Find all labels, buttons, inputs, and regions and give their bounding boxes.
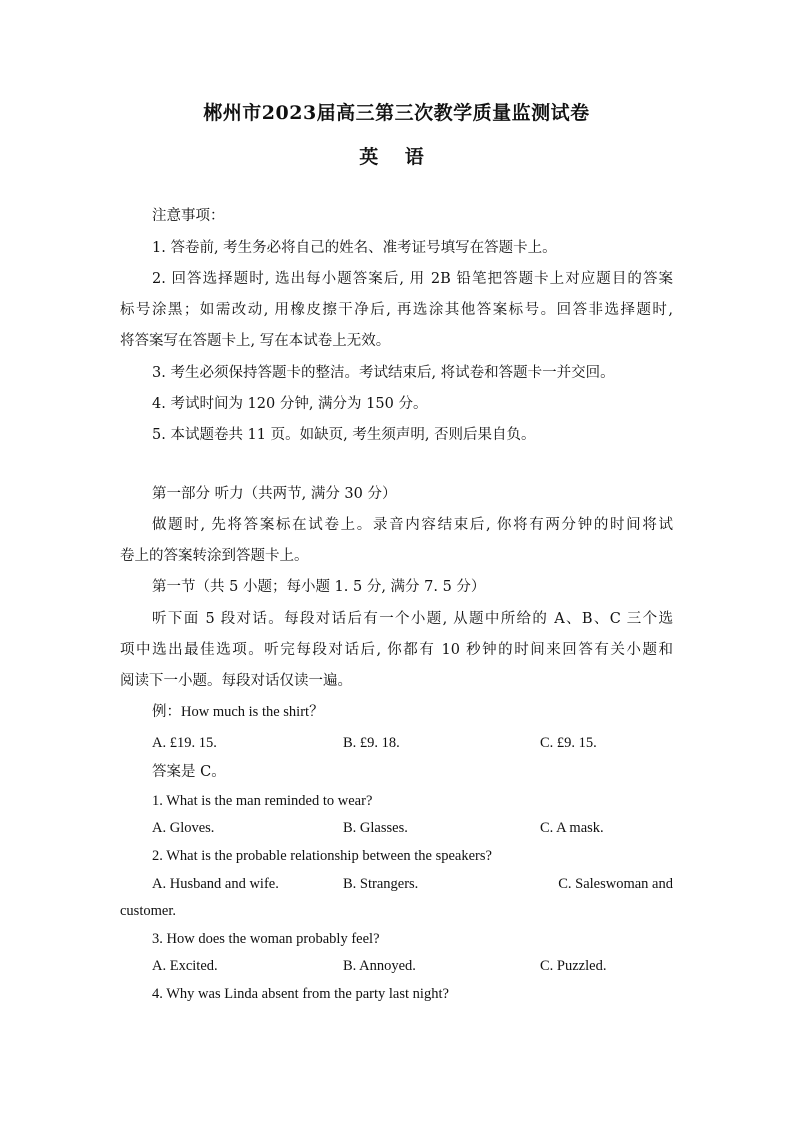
notice-item-5: 5. 本试题卷共 11 页。如缺页, 考生须声明, 否则后果自负。 [152, 427, 536, 443]
question-1-stem: 1. What is the man reminded to wear? [152, 793, 373, 809]
question-2-stem: 2. What is the probable relationship between the speakers? [152, 848, 492, 864]
notice-item-3: 3. 考生必须保持答题卡的整洁。考试结束后, 将试卷和答题卡一并交回。 [152, 365, 615, 381]
exam-title: 郴州市2023届高三第三次教学质量监测试卷 [203, 102, 590, 124]
question-1-option-a: A. Gloves. [152, 820, 215, 836]
part1-heading: 第一部分 听力（共两节, 满分 30 分） [152, 486, 397, 502]
example-answer: 答案是 C。 [152, 764, 226, 780]
question-3-option-c: C. Puzzled. [540, 958, 607, 974]
notice-item-2-line-1: 2. 回答选择题时, 选出每小题答案后, 用 2B 铅笔把答题卡上对应题目的答案 [152, 271, 673, 287]
notice-item-2-line-3: 将答案写在答题卡上, 写在本试卷上无效。 [120, 333, 391, 349]
question-1-option-c: C. A mask. [540, 820, 604, 836]
example-option-a: A. £19. 15. [152, 735, 217, 751]
question-3-stem: 3. How does the woman probably feel? [152, 931, 380, 947]
question-3-option-b: B. Annoyed. [343, 958, 416, 974]
section1-instructions-line-2: 项中选出最佳选项。听完每段对话后, 你都有 10 秒钟的时间来回答有关小题和 [120, 642, 673, 658]
question-2-option-c-continued: customer. [120, 903, 176, 919]
notice-heading: 注意事项： [152, 208, 225, 224]
part1-intro-line-1: 做题时, 先将答案标在试卷上。录音内容结束后, 你将有两分钟的时间将试 [152, 517, 673, 533]
subject-title: 英 语 [359, 146, 434, 168]
notice-item-4: 4. 考试时间为 120 分钟, 满分为 150 分。 [152, 396, 428, 412]
part1-intro-line-2: 卷上的答案转涂到答题卡上。 [120, 548, 309, 564]
notice-item-1: 1. 答卷前, 考生务必将自己的姓名、准考证号填写在答题卡上。 [152, 240, 557, 256]
example-option-b: B. £9. 18. [343, 735, 400, 751]
question-2-option-b: B. Strangers. [343, 876, 419, 892]
question-3-option-a: A. Excited. [152, 958, 218, 974]
example-option-c: C. £9. 15. [540, 735, 597, 751]
section1-instructions-line-1: 听下面 5 段对话。每段对话后有一个小题, 从题中所给的 A、B、C 三个选 [152, 611, 673, 627]
notice-item-2-line-2: 标号涂黑；如需改动, 用橡皮擦干净后, 再选涂其他答案标号。回答非选择题时, [120, 302, 673, 318]
section1-heading: 第一节（共 5 小题；每小题 1. 5 分, 满分 7. 5 分） [152, 579, 486, 595]
question-2-option-c: C. Saleswoman and [558, 876, 673, 892]
question-1-option-b: B. Glasses. [343, 820, 408, 836]
question-2-option-a: A. Husband and wife. [152, 876, 279, 892]
question-4-stem: 4. Why was Linda absent from the party last night? [152, 986, 449, 1002]
section1-instructions-line-3: 阅读下一小题。每段对话仅读一遍。 [120, 673, 352, 689]
example-question: 例：How much is the shirt？ [152, 704, 324, 720]
